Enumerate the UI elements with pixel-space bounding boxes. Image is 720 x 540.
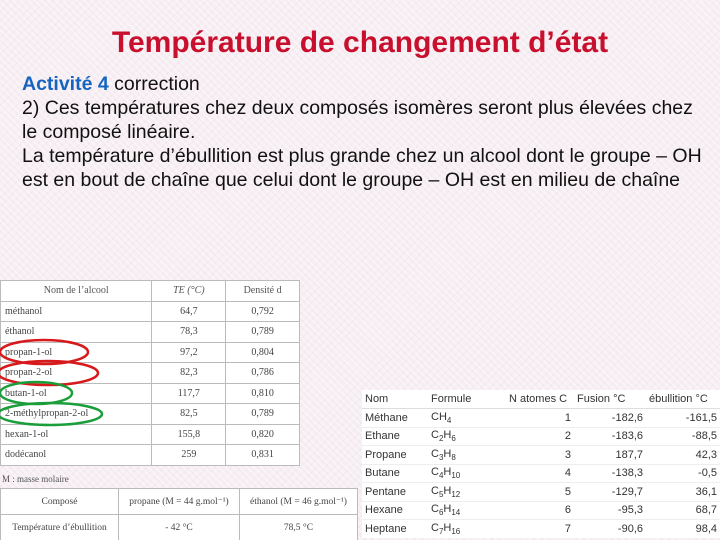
table-row [362,427,720,446]
header-ebullition: ébullition °C [646,390,720,409]
compare-cell: Composé [1,489,119,515]
alkane-table [362,390,720,538]
alkane-fusion: -183,6 [574,427,646,446]
correction-text [22,72,702,192]
formula-element: H [443,521,452,534]
alkane-ebullition: 98,4 [646,520,720,539]
formula-subscript: 5 [438,489,444,499]
alcohol-name: propan-1-ol [1,342,152,363]
alkane-name: Propane [362,446,428,465]
alcohol-name: butan-1-ol [1,383,152,404]
alkane-ebullition: -88,5 [646,427,720,446]
alkane-ebullition: -161,5 [646,409,720,428]
alcohol-density: 0,792 [226,301,300,322]
compare-cell: éthanol (M = 46 g.mol⁻¹) [239,489,357,515]
alkane-formula [428,520,506,539]
table-row [1,445,300,466]
formula-element: H [443,503,452,516]
table-row [1,301,300,322]
alkane-fusion: -138,3 [574,464,646,483]
alcohol-name: dodécanol [1,445,152,466]
formula-subscript: 3 [438,452,444,462]
alcohol-name: hexan-1-ol [1,424,152,445]
header-fusion: Fusion °C [574,390,646,409]
compare-row-compound [1,489,358,515]
alcohol-density: 0,831 [226,445,300,466]
compare-cell: Température d’ébullition [1,515,119,540]
alkane-formula [428,501,506,520]
header-name: Nom de l’alcool [1,281,152,302]
alcohol-te: 97,2 [152,342,226,363]
alkane-n-carbon: 5 [506,483,574,502]
alkane-name: Butane [362,464,428,483]
formula-subscript: 4 [446,415,452,425]
alkane-name: Ethane [362,427,428,446]
formula-element: H [438,410,447,423]
slide-title: Température de changement d’état [111,26,609,59]
header-density: Densité d [226,281,300,302]
alcohol-te: 64,7 [152,301,226,322]
alcohol-te: 82,3 [152,363,226,384]
formula-element: C [431,503,439,516]
alkane-formula [428,483,506,502]
alcohol-te: 155,8 [152,424,226,445]
alkane-formula [428,409,506,428]
table-row [362,520,720,539]
activity-rest: correction [108,73,200,95]
formula-subscript: 2 [438,434,444,444]
activity-line [22,72,702,96]
formula-element: C [431,410,439,423]
alcohol-density: 0,804 [226,342,300,363]
formula-subscript: 6 [451,434,456,444]
header-n-carbon: N atomes C [506,390,574,409]
alkane-fusion: -95,3 [574,501,646,520]
alcohol-te: 82,5 [152,404,226,425]
table-row [362,464,720,483]
header-formule: Formule [428,390,506,409]
alcohol-density: 0,810 [226,383,300,404]
paragraph-2: La température d’ébullition est plus grande chez un alcool dont le groupe – OH est en bout de chaîne que celui dont le groupe – OH est en milieu de chaîne [22,145,702,191]
table-row [1,342,300,363]
alcohol-density: 0,789 [226,322,300,343]
alcohol-te: 78,3 [152,322,226,343]
alcohol-density: 0,820 [226,424,300,445]
alkane-formula [428,446,506,465]
table-row [1,363,300,384]
formula-element: H [443,447,452,460]
alkane-n-carbon: 6 [506,501,574,520]
table-row [1,322,300,343]
table-row [1,383,300,404]
table-row [362,501,720,520]
compare-cell: propane (M = 44 g.mol⁻¹) [119,489,240,515]
alkane-n-carbon: 4 [506,464,574,483]
alcohol-table [0,280,300,466]
formula-subscript: 7 [438,527,444,537]
alcohol-name: 2-méthylpropan-2-ol [1,404,152,425]
molar-mass-note: M : masse molaire [2,474,69,484]
formula-element: H [443,484,452,497]
alkane-ebullition: 36,1 [646,483,720,502]
alkane-ebullition: 42,3 [646,446,720,465]
table-row [362,483,720,502]
alkane-n-carbon: 7 [506,520,574,539]
table-row [1,404,300,425]
alkane-ebullition: 68,7 [646,501,720,520]
header-nom: Nom [362,390,428,409]
compare-row-boiling [1,515,358,540]
alkane-fusion: -182,6 [574,409,646,428]
compare-cell: 78,5 °C [239,515,357,540]
formula-element: C [431,466,439,479]
alkane-n-carbon: 2 [506,427,574,446]
alcohol-density: 0,786 [226,363,300,384]
activity-label: Activité [22,73,93,95]
formula-subscript: 14 [451,508,461,518]
alkane-table-header [362,390,720,409]
alkane-name: Pentane [362,483,428,502]
alkane-ebullition: -0,5 [646,464,720,483]
alkane-name: Heptane [362,520,428,539]
alkane-name: Méthane [362,409,428,428]
compare-table [0,488,358,540]
alkane-fusion: -129,7 [574,483,646,502]
formula-element: H [443,466,452,479]
formula-element: C [431,447,439,460]
header-te: TE (°C) [152,281,226,302]
formula-element: H [443,429,452,442]
alcohol-te: 117,7 [152,383,226,404]
formula-subscript: 6 [438,508,444,518]
alcohol-name: propan-2-ol [1,363,152,384]
alkane-n-carbon: 1 [506,409,574,428]
alkane-fusion: -90,6 [574,520,646,539]
formula-element: C [431,429,439,442]
formula-subscript: 16 [451,527,461,537]
alcohol-te: 259 [152,445,226,466]
formula-element: C [431,484,439,497]
paragraph-1: 2) Ces températures chez deux composés isomères seront plus élevées chez le composé linéaire. [22,97,693,143]
formula-subscript: 4 [438,471,444,481]
alcohol-name: éthanol [1,322,152,343]
alkane-formula [428,464,506,483]
formula-subscript: 10 [451,471,461,481]
table-row [1,424,300,445]
formula-subscript: 8 [451,452,456,462]
alcohol-name: méthanol [1,301,152,322]
alkane-n-carbon: 3 [506,446,574,465]
formula-element: C [431,521,439,534]
alcohol-table-header [1,281,300,302]
table-row [362,446,720,465]
compare-cell: - 42 °C [119,515,240,540]
activity-number: 4 [97,73,109,95]
alkane-name: Hexane [362,501,428,520]
formula-subscript: 12 [451,489,461,499]
table-row [362,409,720,428]
alcohol-density: 0,789 [226,404,300,425]
alkane-formula [428,427,506,446]
alkane-fusion: 187,7 [574,446,646,465]
